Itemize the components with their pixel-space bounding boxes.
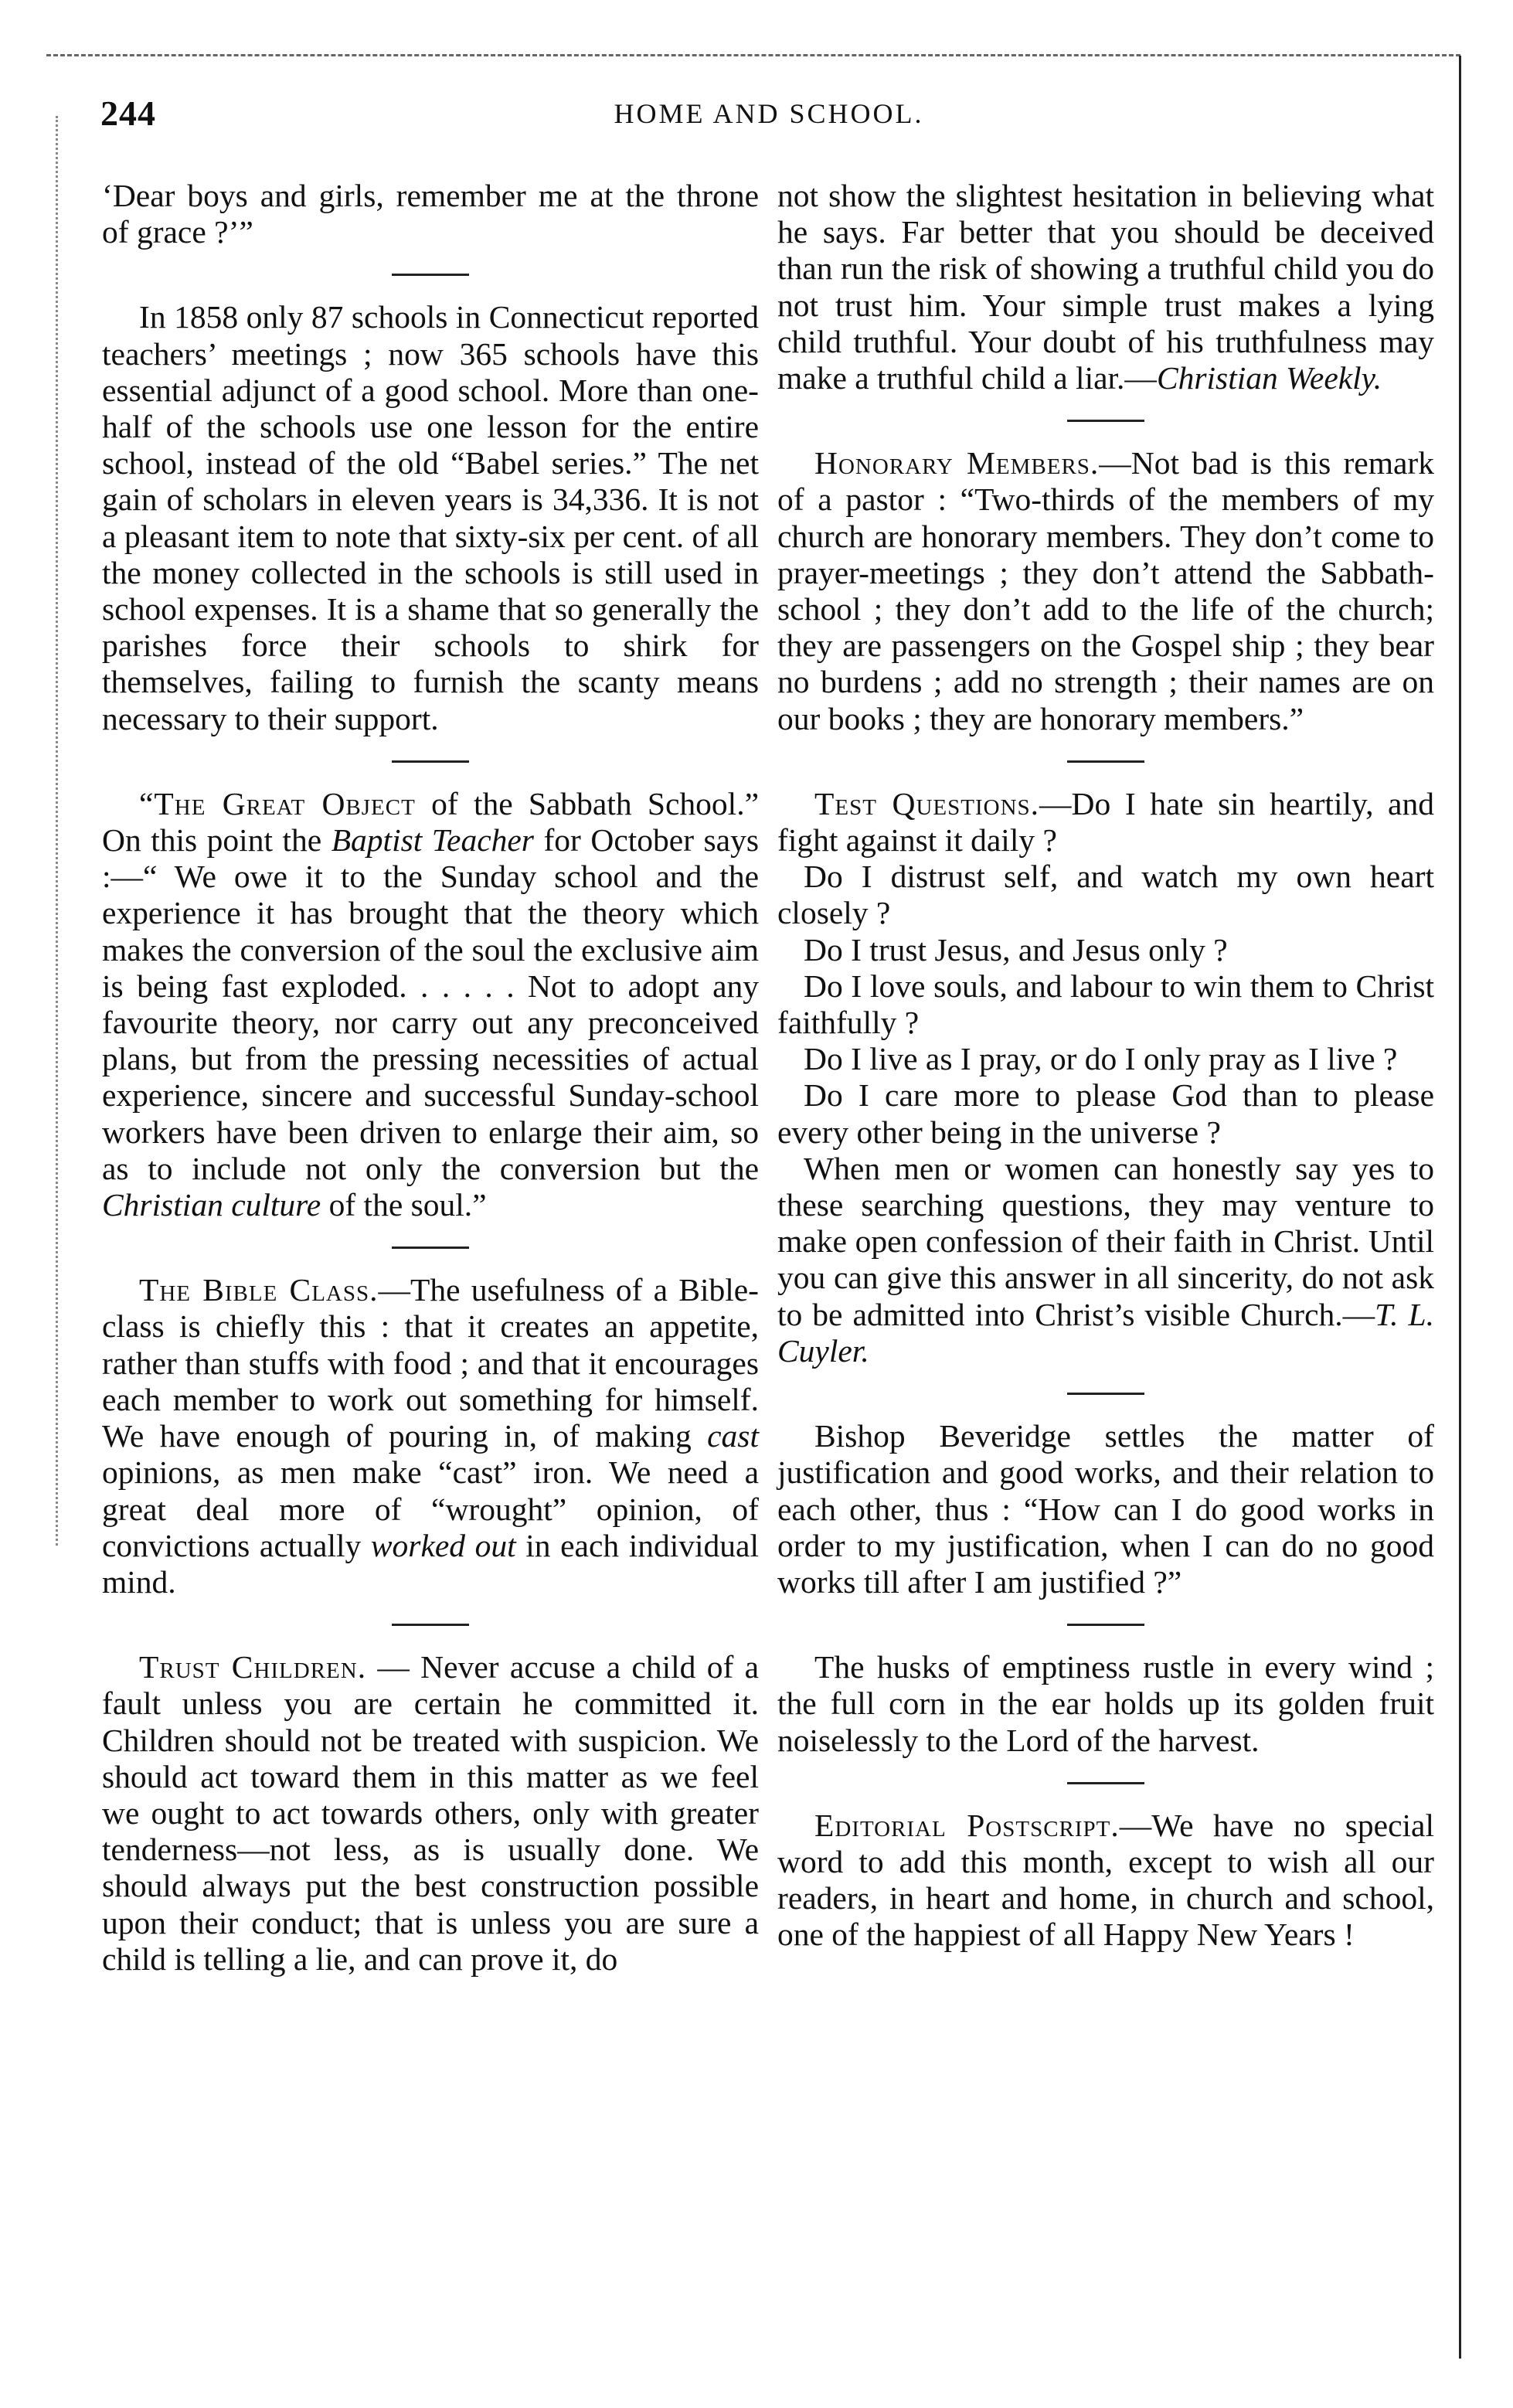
section-divider [1067, 420, 1144, 422]
great-object-paragraph: “The Great Object of the Sabbath School.” On this point the Baptist Teacher for October says :—“ We owe it to the Sunday school and the experience it has brought that the theory which makes the conversion of the soul the exclusive aim is being fast exploded. . . . . . Not to adopt any favourite theory, nor carry out any preconceived plans, but from the pressing necessities of actual experience, sincere and successful Sunday-school workers have been driven to enlarge their aim, so as to include not only the conversion but the Christian culture of the soul.” [102, 785, 759, 1223]
trust-children-heading: Trust Children. [139, 1649, 367, 1685]
honorary-members-paragraph: Honorary Members.—Not bad is this remark of a pastor : “Two-thirds of the members of my church are honorary members. They don’t come to prayer-meetings ; they don’t attend the Sabbath-school ; they don’t add to the life of the church; they are passengers on the Gospel ship ; they bear no burdens ; add no strength ; their names are on our books ; they are honorary members.” [777, 445, 1434, 736]
right-border-rule [1459, 56, 1461, 2359]
section-divider [1067, 760, 1144, 763]
connecticut-paragraph: In 1858 only 87 schools in Connecticut reported teachers’ meetings ; now 365 schools have this essential adjunct of a good school. More than one-half of the schools use one lesson for the entire school, instead of the old “Babel series.” The net gain of scholars in eleven years is 34,336. It is not a pleasant item to note that sixty-six per cent. of all the money collected in the schools is still used in school expenses. It is a shame that so generally the parishes force their schools to shirk for themselves, failing to furnish the scanty means necessary to their support. [102, 299, 759, 736]
editorial-postscript-paragraph: Editorial Postscript.—We have no special word to add this month, except to wish all our readers, in heart and home, in church and school, one of the happiest of all Happy New Years ! [777, 1807, 1434, 1953]
section-divider [1067, 1393, 1144, 1395]
honorary-members-heading: Honorary Members. [814, 445, 1100, 481]
closing-quote-paragraph: ‘Dear boys and girls, remember me at the throne of grace ?’” [102, 178, 759, 250]
section-divider [392, 1247, 469, 1249]
running-head [100, 93, 1437, 147]
beveridge-paragraph: Bishop Beveridge settles the matter of justification and good works, and their relation to each other, thus : “How can I do good works in order to my justification, when I can do no good works till after I am justified ?” [777, 1418, 1434, 1600]
section-divider [392, 1624, 469, 1626]
trust-children-continuation: not show the slightest hesitation in believing what he says. Far better that you should be deceived than run the risk of showing a truthful child you do not trust him. Your simple trust makes a lying child truthful. Your doubt of his truthfulness may make a truthful child a liar.—Christian Weekly. [777, 178, 1434, 396]
bible-class-heading: The Bible Class. [139, 1272, 379, 1308]
right-column [777, 178, 1434, 1954]
section-divider [1067, 1624, 1144, 1626]
left-column [102, 178, 759, 1978]
test-question: Do I care more to please God than to please every other being in the universe ? [777, 1077, 1434, 1150]
section-divider [392, 274, 469, 276]
top-border-rule [46, 54, 1460, 56]
test-question: Do I love souls, and labour to win them to Christ faithfully ? [777, 968, 1434, 1041]
bible-class-paragraph: The Bible Class.—The usefulness of a Bible-class is chiefly this : that it creates an appetite, rather than stuffs with food ; and that it encourages each member to work out something for himself. We have enough of pouring in, of making cast opinions, as men make “cast” iron. We need a great deal more of “wrought” opinion, of convictions actually worked out in each individual mind. [102, 1272, 759, 1600]
test-questions-paragraph: Test Questions.—Do I hate sin heartily, and fight against it daily ? [777, 785, 1434, 859]
editorial-postscript-heading: Editorial Postscript. [814, 1807, 1120, 1843]
page-number: 244 [100, 94, 156, 133]
great-object-heading: “The Great Object [139, 785, 416, 821]
test-questions-heading: Test Questions. [814, 785, 1040, 821]
baptist-teacher-source: Baptist Teacher [331, 822, 534, 859]
test-question: Do I trust Jesus, and Jesus only ? [804, 931, 1228, 968]
test-questions-conclusion: When men or women can honestly say yes to these searching questions, they may venture to make open confession of their faith in Christ. Until you can give this answer in all sincerity, do not ask to be admitted into Christ’s visible Church.—T. L. Cuyler. [777, 1150, 1434, 1369]
cuyler-source: T. L. Cuyler. [777, 1296, 1434, 1369]
journal-title: HOME AND SCHOOL. [614, 98, 924, 129]
christian-weekly-source: Christian Weekly. [1156, 360, 1382, 396]
test-question: Do I live as I pray, or do I only pray as I live ? [804, 1041, 1398, 1077]
left-margin-marks [56, 116, 58, 1546]
christian-culture-emphasis: Christian culture [102, 1187, 321, 1223]
test-question: Do I distrust self, and watch my own heart closely ? [777, 859, 1434, 931]
husks-paragraph: The husks of emptiness rustle in every wind ; the full corn in the ear holds up its golden fruit noiselessly to the Lord of the harvest. [777, 1649, 1434, 1758]
section-divider [1067, 1782, 1144, 1784]
trust-children-paragraph: Trust Children. — Never accuse a child of a fault unless you are certain he committed it. Children should not be treated with suspicion. We should act toward them in this matter as we feel we ought to act towards others, only with greater tenderness—not less, as is usually done. We should always put the best construction possible upon their conduct; that is unless you are sure a child is telling a lie, and can prove it, do [102, 1649, 759, 1977]
section-divider [392, 760, 469, 763]
